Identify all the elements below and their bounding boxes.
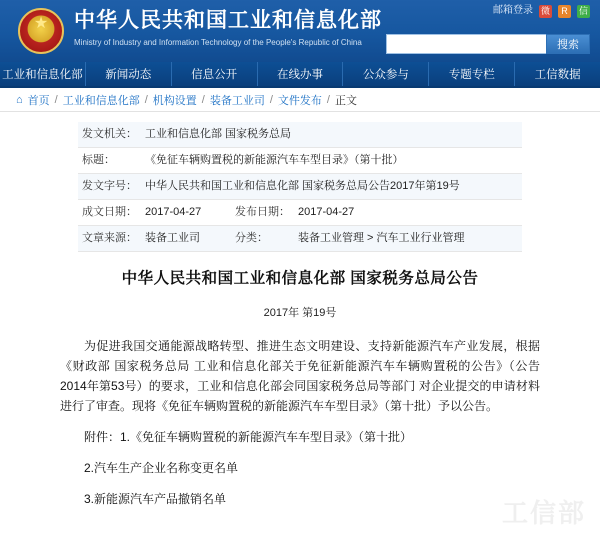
- breadcrumb-item-1[interactable]: 机构设置: [152, 94, 197, 107]
- document-number: 2017年 第19号: [263, 307, 337, 319]
- attachment-lead: 附件：1.《免征车辆购置税的新能源汽车车型目录》（第十批）: [84, 430, 413, 444]
- meta-label-3: 成文日期：: [82, 206, 137, 218]
- meta-value-3: 2017-04-27: [145, 206, 202, 218]
- meta-value-3b: 2017-04-27: [297, 206, 355, 218]
- nav-item-3[interactable]: 在线办事: [258, 62, 344, 86]
- breadcrumb-item-0[interactable]: 工业和信息化部: [62, 94, 140, 107]
- table-row: [78, 148, 522, 174]
- attachment-item-1: 2.汽车生产企业名称变更名单: [84, 461, 239, 475]
- breadcrumb-separator-0: /: [54, 93, 58, 106]
- nav-item-2[interactable]: 信息公开: [172, 62, 258, 86]
- search-input[interactable]: [386, 34, 546, 54]
- meta-value-4b: 装备工业管理 > 汽车工业行业管理: [297, 232, 465, 244]
- wechat-icon[interactable]: 信: [578, 6, 588, 16]
- site-search: [386, 34, 590, 54]
- meta-label-3b: 发布日期：: [234, 206, 290, 218]
- table-row: [78, 122, 522, 148]
- meta-value-0: 工业和信息化部 国家税务总局: [145, 128, 292, 140]
- meta-label-0: 发文机关：: [82, 128, 137, 140]
- national-emblem-icon: [18, 8, 64, 54]
- breadcrumb-separator-3: /: [269, 93, 273, 106]
- weibo-icon[interactable]: 微: [540, 6, 550, 16]
- meta-label-4b: 分类：: [234, 232, 268, 244]
- meta-label-4: 文章来源：: [82, 232, 137, 244]
- site-title-en: Ministry of Industry and Information Technology of the People's Republic of China: [74, 38, 362, 47]
- nav-item-1[interactable]: 新闻动态: [86, 62, 172, 86]
- breadcrumb-separator-4: /: [326, 93, 330, 106]
- nav-item-6[interactable]: 工信数据: [534, 69, 581, 81]
- table-row: [78, 174, 522, 200]
- watermark: 工信部: [501, 498, 586, 528]
- nav-item-0[interactable]: 工业和信息化部: [0, 62, 86, 86]
- search-button[interactable]: 搜索: [546, 34, 590, 54]
- breadcrumb-separator-1: /: [144, 93, 148, 106]
- header-utility-bar: [493, 5, 590, 18]
- meta-label-1: 标题：: [82, 154, 115, 166]
- mail-login-link[interactable]: 邮箱登录: [493, 5, 533, 16]
- breadcrumb-home[interactable]: 首页: [27, 94, 50, 107]
- attachment-item-2: 3.新能源汽车产品撤销名单: [84, 492, 227, 506]
- nav-item-4[interactable]: 公众参与: [343, 62, 429, 86]
- breadcrumb-current: 正文: [334, 94, 357, 107]
- meta-value-1: 《免征车辆购置税的新能源汽车车型目录》（第十批）: [145, 154, 404, 166]
- main-navigation: [0, 62, 600, 88]
- home-icon: ⌂: [16, 93, 23, 106]
- document-meta-table: [78, 122, 522, 252]
- document-body: [60, 268, 540, 509]
- table-row: [78, 226, 522, 252]
- breadcrumb-item-2[interactable]: 装备工业司: [209, 94, 265, 107]
- rss-icon[interactable]: R: [558, 5, 571, 18]
- document-paragraph: 为促进我国交通能源战略转型、推进生态文明建设、支持新能源汽车产业发展，根据《财政部 国家税务总局 工业和信息化部关于免征新能源汽车车辆购置税的公告》（公告2014年第53号）的要求，工业和信息化部会同国家税务总局等部门 对企业提交的申请材料进行了审查。现将《免征车辆购置税的新能源汽车车型目录》（第十批）予以公告。: [60, 339, 540, 413]
- meta-value-4: 装备工业司: [145, 232, 200, 244]
- meta-label-2: 发文字号：: [82, 180, 137, 192]
- meta-value-2: 中华人民共和国工业和信息化部 国家税务总局公告2017年第19号: [145, 180, 460, 192]
- nav-item-5[interactable]: 专题专栏: [429, 62, 515, 86]
- site-title-block: [74, 9, 382, 49]
- table-row: [78, 200, 522, 226]
- site-header: [0, 0, 600, 62]
- site-title-cn: 中华人民共和国工业和信息化部: [74, 9, 382, 32]
- page-title: 中华人民共和国工业和信息化部 国家税务总局公告: [121, 270, 479, 287]
- breadcrumb-separator-2: /: [201, 93, 205, 106]
- breadcrumb-item-3[interactable]: 文件发布: [277, 94, 322, 107]
- breadcrumb: [0, 88, 600, 112]
